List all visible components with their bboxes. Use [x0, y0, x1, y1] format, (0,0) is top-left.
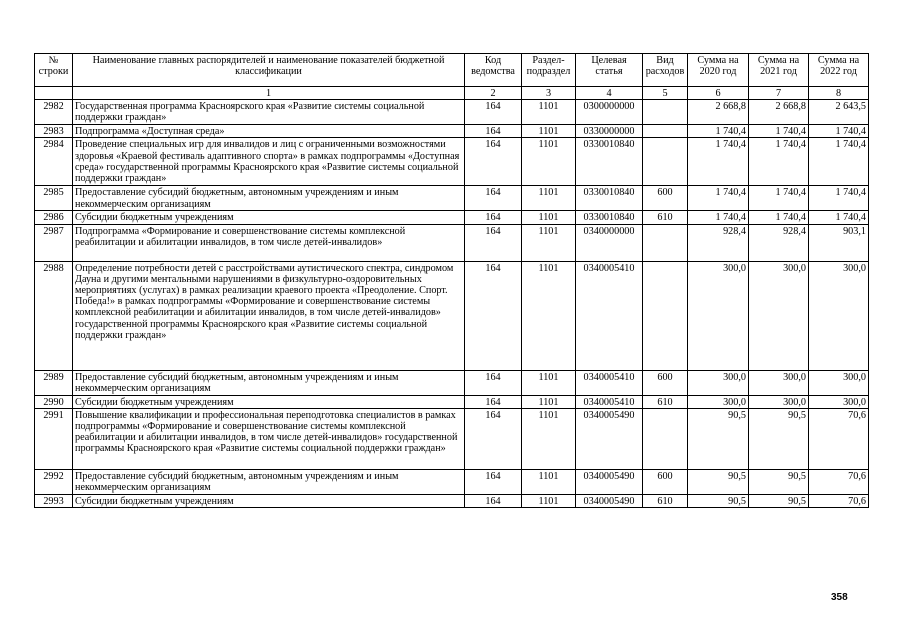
sum-2020: 1 740,4	[688, 211, 749, 224]
header-row-number: № строки	[35, 54, 73, 87]
row-number: 2991	[35, 408, 73, 469]
department-code: 164	[465, 125, 522, 138]
department-code: 164	[465, 408, 522, 469]
section-code: 1101	[522, 224, 576, 261]
expense-type	[643, 408, 688, 469]
sum-2020: 1 740,4	[688, 186, 749, 211]
sum-2022: 70,6	[809, 494, 869, 507]
section-code: 1101	[522, 494, 576, 507]
table-row	[35, 224, 869, 261]
header-sum-2021: Сумма на 2021 год	[749, 54, 809, 87]
target-article: 0330010840	[576, 186, 643, 211]
row-number: 2985	[35, 186, 73, 211]
expense-type: 600	[643, 370, 688, 395]
department-code: 164	[465, 186, 522, 211]
row-name: Проведение специальных игр для инвалидов и лиц с ограниченными возможностями здоровья «Краевой фестиваль адаптивного спорта» в рамках подпрограммы «Доступная среда» государственной программы Красноярского края «Развитие системы социальной поддержки граждан»	[73, 138, 465, 186]
sum-2022: 300,0	[809, 370, 869, 395]
section-code: 1101	[522, 469, 576, 494]
sum-2020: 2 668,8	[688, 100, 749, 125]
expense-type: 610	[643, 395, 688, 408]
row-number: 2993	[35, 494, 73, 507]
target-article: 0340005410	[576, 395, 643, 408]
sum-2022: 903,1	[809, 224, 869, 261]
table-row	[35, 261, 869, 370]
row-number: 2986	[35, 211, 73, 224]
department-code: 164	[465, 224, 522, 261]
sum-2022: 1 740,4	[809, 138, 869, 186]
target-article: 0340000000	[576, 224, 643, 261]
target-article: 0330010840	[576, 138, 643, 186]
row-number: 2982	[35, 100, 73, 125]
sum-2022: 300,0	[809, 261, 869, 370]
column-number	[35, 87, 73, 100]
expense-type	[643, 138, 688, 186]
header-target-article: Целевая статья	[576, 54, 643, 87]
header-sum-2022: Сумма на 2022 год	[809, 54, 869, 87]
header-expense-type: Вид расходов	[643, 54, 688, 87]
target-article: 0340005410	[576, 261, 643, 370]
row-name: Государственная программа Красноярского края «Развитие системы социальной поддержки граждан»	[73, 100, 465, 125]
sum-2020: 300,0	[688, 395, 749, 408]
row-number: 2987	[35, 224, 73, 261]
section-code: 1101	[522, 395, 576, 408]
table-row	[35, 494, 869, 507]
sum-2021: 300,0	[749, 370, 809, 395]
sum-2021: 300,0	[749, 395, 809, 408]
column-number: 4	[576, 87, 643, 100]
table-row	[35, 186, 869, 211]
sum-2020: 1 740,4	[688, 138, 749, 186]
section-code: 1101	[522, 186, 576, 211]
budget-table	[34, 53, 869, 508]
expense-type: 600	[643, 469, 688, 494]
section-code: 1101	[522, 370, 576, 395]
sum-2020: 90,5	[688, 494, 749, 507]
target-article: 0340005490	[576, 469, 643, 494]
sum-2020: 928,4	[688, 224, 749, 261]
sum-2020: 90,5	[688, 408, 749, 469]
header-department-code: Код ведомства	[465, 54, 522, 87]
sum-2022: 300,0	[809, 395, 869, 408]
row-name: Повышение квалификации и профессиональная переподготовка специалистов в рамках подпрограммы «Формирование и совершенствование системы комплексной реабилитации и абилитации инвалидов, в том числе детей-инвалидов» государственной программы Красноярского края «Развитие системы социальной поддержки граждан»	[73, 408, 465, 469]
section-code: 1101	[522, 408, 576, 469]
department-code: 164	[465, 138, 522, 186]
column-number: 6	[688, 87, 749, 100]
column-number: 7	[749, 87, 809, 100]
expense-type: 610	[643, 211, 688, 224]
expense-type	[643, 125, 688, 138]
expense-type	[643, 100, 688, 125]
sum-2020: 90,5	[688, 469, 749, 494]
sum-2022: 70,6	[809, 469, 869, 494]
column-number: 3	[522, 87, 576, 100]
sum-2020: 1 740,4	[688, 125, 749, 138]
sum-2020: 300,0	[688, 261, 749, 370]
column-number: 1	[73, 87, 465, 100]
row-name: Определение потребности детей с расстройствами аутистического спектра, синдромом Дауна и другими ментальными нарушениями в физкультурно-оздоровительных мероприятиях (услугах) в рамках реализации краевого проекта «Преодоление. Спорт. Победа!» в рамках подпрограммы «Формирование и совершенствование системы комплексной реабилитации и абилитации инвалидов, в том числе детей-инвалидов» государственной программы Красноярского края «Развитие системы социальной поддержки граждан»	[73, 261, 465, 370]
row-number: 2983	[35, 125, 73, 138]
row-number: 2988	[35, 261, 73, 370]
column-number: 5	[643, 87, 688, 100]
department-code: 164	[465, 370, 522, 395]
target-article: 0300000000	[576, 100, 643, 125]
department-code: 164	[465, 261, 522, 370]
table-row	[35, 138, 869, 186]
sum-2021: 1 740,4	[749, 138, 809, 186]
sum-2021: 1 740,4	[749, 211, 809, 224]
target-article: 0340005490	[576, 494, 643, 507]
department-code: 164	[465, 395, 522, 408]
section-code: 1101	[522, 261, 576, 370]
table-row	[35, 370, 869, 395]
target-article: 0330000000	[576, 125, 643, 138]
department-code: 164	[465, 211, 522, 224]
row-name: Предоставление субсидий бюджетным, автономным учреждениям и иным некоммерческим организациям	[73, 186, 465, 211]
expense-type	[643, 224, 688, 261]
page-number: 358	[831, 592, 848, 603]
row-name: Предоставление субсидий бюджетным, автономным учреждениям и иным некоммерческим организациям	[73, 469, 465, 494]
section-code: 1101	[522, 211, 576, 224]
target-article: 0330010840	[576, 211, 643, 224]
section-code: 1101	[522, 138, 576, 186]
row-number: 2990	[35, 395, 73, 408]
department-code: 164	[465, 100, 522, 125]
table-row	[35, 469, 869, 494]
column-number: 2	[465, 87, 522, 100]
sum-2020: 300,0	[688, 370, 749, 395]
department-code: 164	[465, 494, 522, 507]
target-article: 0340005410	[576, 370, 643, 395]
sum-2022: 2 643,5	[809, 100, 869, 125]
expense-type	[643, 261, 688, 370]
row-name: Подпрограмма «Формирование и совершенствование системы комплексной реабилитации и абилитации инвалидов, в том числе детей-инвалидов»	[73, 224, 465, 261]
section-code: 1101	[522, 100, 576, 125]
sum-2022: 1 740,4	[809, 125, 869, 138]
sum-2021: 1 740,4	[749, 125, 809, 138]
row-name: Субсидии бюджетным учреждениям	[73, 395, 465, 408]
table-row	[35, 408, 869, 469]
table-row	[35, 395, 869, 408]
row-name: Субсидии бюджетным учреждениям	[73, 211, 465, 224]
sum-2022: 1 740,4	[809, 186, 869, 211]
header-section: Раздел-подраздел	[522, 54, 576, 87]
sum-2022: 70,6	[809, 408, 869, 469]
sum-2021: 1 740,4	[749, 186, 809, 211]
sum-2021: 2 668,8	[749, 100, 809, 125]
sum-2021: 300,0	[749, 261, 809, 370]
row-name: Субсидии бюджетным учреждениям	[73, 494, 465, 507]
expense-type: 600	[643, 186, 688, 211]
row-name: Предоставление субсидий бюджетным, автономным учреждениям и иным некоммерческим организациям	[73, 370, 465, 395]
row-number: 2989	[35, 370, 73, 395]
header-name: Наименование главных распорядителей и наименование показателей бюджетной классификации	[73, 54, 465, 87]
row-number: 2984	[35, 138, 73, 186]
sum-2021: 90,5	[749, 469, 809, 494]
target-article: 0340005490	[576, 408, 643, 469]
sum-2021: 928,4	[749, 224, 809, 261]
row-number: 2992	[35, 469, 73, 494]
section-code: 1101	[522, 125, 576, 138]
row-name: Подпрограмма «Доступная среда»	[73, 125, 465, 138]
sum-2021: 90,5	[749, 408, 809, 469]
table-header-row	[35, 54, 869, 87]
sum-2021: 90,5	[749, 494, 809, 507]
expense-type: 610	[643, 494, 688, 507]
table-row	[35, 211, 869, 224]
column-numbers-row	[35, 87, 869, 100]
sum-2022: 1 740,4	[809, 211, 869, 224]
department-code: 164	[465, 469, 522, 494]
table-row	[35, 100, 869, 125]
column-number: 8	[809, 87, 869, 100]
header-sum-2020: Сумма на 2020 год	[688, 54, 749, 87]
table-row	[35, 125, 869, 138]
